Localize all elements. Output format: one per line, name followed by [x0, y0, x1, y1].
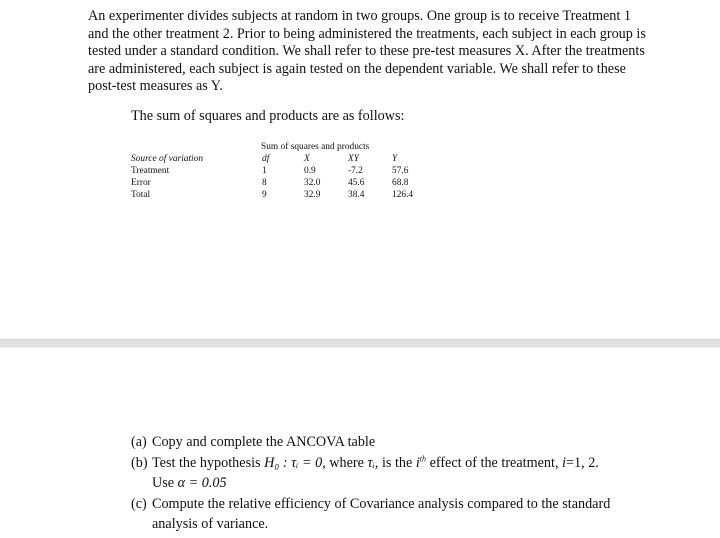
null-hypothesis: H₀ : τᵢ = 0 — [264, 454, 323, 471]
row-df: 8 — [262, 178, 267, 188]
sum-of-squares-intro: The sum of squares and products are as follows: — [131, 108, 405, 124]
question-c — [131, 494, 651, 515]
row-source: Error — [131, 178, 151, 188]
row-xy: 38.4 — [348, 190, 365, 200]
question-text: , where — [322, 454, 364, 471]
header-x: X — [304, 154, 310, 164]
section-divider — [0, 339, 720, 348]
question-text: , is the — [374, 454, 413, 471]
question-text: Copy and complete the ANCOVA table — [152, 434, 376, 450]
row-y: 68.8 — [392, 178, 409, 188]
row-df: 1 — [262, 166, 267, 176]
header-df: df — [262, 154, 270, 164]
th-superscript: th — [419, 453, 427, 463]
header-y: Y — [392, 154, 398, 164]
header-xy: XY — [348, 154, 359, 164]
question-label: (a) — [131, 434, 147, 450]
table-row — [131, 165, 461, 177]
row-df: 9 — [262, 190, 267, 200]
row-x: 32.9 — [304, 190, 321, 200]
table-row — [131, 177, 461, 189]
question-text: =1, 2. — [566, 454, 599, 471]
question-list — [131, 432, 651, 535]
tau-symbol: τᵢ — [367, 454, 375, 471]
row-source: Treatment — [131, 166, 170, 176]
header-source: Source of variation — [131, 154, 204, 164]
row-source: Total — [131, 190, 151, 200]
problem-statement: An experimenter divides subjects at random in two groups. One group is to receive Treatment 1 and the other treatment 2. Prior to being administered the treatments, each subject in each group is tested under a standard condition. We shall refer to these pre-test measures X. After the treatments are administered, each subject is again tested on the dependent variable. We shall refer to these post-test measures as Y. — [88, 8, 646, 94]
row-x: 32.0 — [304, 178, 321, 188]
table-row — [131, 189, 461, 201]
question-text: Test the hypothesis — [152, 454, 261, 471]
question-c-continued — [131, 514, 651, 535]
row-xy: -7.2 — [348, 166, 363, 176]
question-b — [131, 453, 651, 474]
question-text: analysis of variance. — [152, 516, 269, 532]
question-text: effect of the treatment, — [429, 454, 559, 471]
row-xy: 45.6 — [348, 178, 365, 188]
question-text: Use — [152, 475, 175, 491]
row-y: 126.4 — [392, 190, 414, 200]
question-b-continued — [131, 473, 651, 494]
question-label: (c) — [131, 495, 147, 512]
question-a — [131, 432, 651, 453]
row-y: 57.6 — [392, 166, 409, 176]
question-text: Compute the relative efficiency of Covariance analysis compared to the standard — [152, 495, 611, 512]
table-header-row — [131, 153, 461, 165]
i-symbol: i — [415, 454, 420, 471]
row-x: 0.9 — [304, 166, 316, 176]
table-caption: Sum of squares and products — [261, 142, 370, 152]
i-symbol: i — [562, 454, 566, 471]
question-label: (b) — [131, 454, 148, 471]
alpha-level: α = 0.05 — [177, 475, 227, 491]
